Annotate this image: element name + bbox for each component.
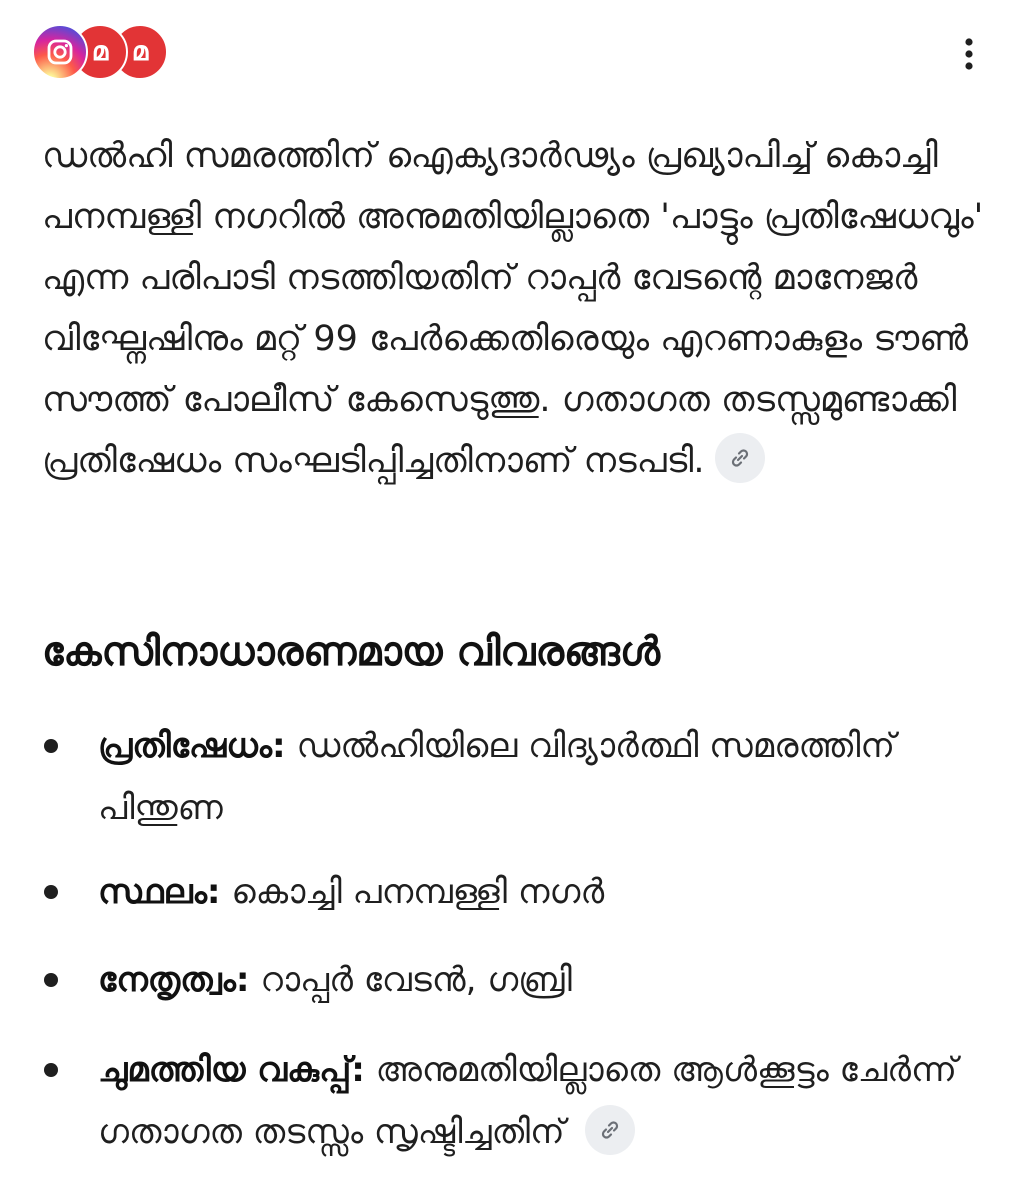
bullet-dot [44, 1063, 58, 1077]
list-item [42, 861, 987, 923]
source-logos[interactable] [32, 24, 172, 82]
more-vertical-icon [964, 37, 974, 71]
bullet-text: കൊച്ചി പനമ്പള്ളി നഗർ [231, 872, 605, 912]
section-title: കേസിനാധാരണമായ വിവരങ്ങൾ [42, 629, 661, 675]
header-bar [0, 0, 1027, 100]
bullet-text: റാപ്പർ വേടൻ, ഗബ്രി [260, 960, 572, 1000]
bullet-text: ഡൽഹിയിലെ വിദ്യാർത്ഥി സമരത്തിന് പിന്തുണ [98, 726, 896, 828]
bullet-label: പ്രതിഷേധം: [98, 726, 286, 766]
manorama-logo-text: മ [91, 37, 109, 67]
bullet-text: അനുമതിയില്ലാതെ ആൾക്കൂട്ടം ചേർന്ന് ഗതാഗത തടസ്സം സൃഷ്ടിച്ചതിന് [98, 1050, 957, 1152]
bullet-label: നേതൃത്വം: [98, 960, 250, 1000]
list-item [42, 715, 987, 839]
details-list [42, 715, 987, 1163]
bullet-label: ചുമത്തിയ വകുപ്പ്: [98, 1050, 365, 1090]
link-icon [598, 1118, 622, 1142]
source-link-button[interactable] [585, 1105, 635, 1155]
answer-content [42, 126, 987, 492]
bullet-dot [44, 885, 58, 899]
link-icon [728, 446, 752, 470]
list-item [42, 1039, 987, 1163]
more-options-button[interactable] [957, 34, 981, 74]
bullet-dot [44, 973, 58, 987]
manorama-logo-secondary-text: മ [131, 37, 149, 67]
bullet-label: സ്ഥലം: [98, 872, 221, 912]
answer-paragraph-text: ഡൽഹി സമരത്തിന് ഐക്യദാർഢ്യം പ്രഖ്യാപിച്ച് കൊച്ചി പനമ്പള്ളി നഗറിൽ അനുമതിയില്ലാതെ 'പാട്ടും പ്രതിഷേധവും' എന്ന പരിപാടി നടത്തിയതിന് റാപ്പർ വേടന്റെ മാനേജർ വിഘ്നേഷിനും മറ്റ് 99 പേർക്കെതിരെയും എറണാകുളം ടൗൺ സൗത്ത് പോലീസ് കേസെടുത്തു. ഗതാഗത തടസ്സമുണ്ടാക്കി പ്രതിഷേധം സംഘടിപ്പിച്ചതിനാണ് നടപടി. [42, 136, 984, 481]
source-link-button[interactable] [715, 433, 765, 483]
instagram-icon [32, 24, 88, 80]
answer-paragraph [42, 126, 987, 492]
bullet-dot [44, 739, 58, 753]
list-item [42, 949, 987, 1011]
